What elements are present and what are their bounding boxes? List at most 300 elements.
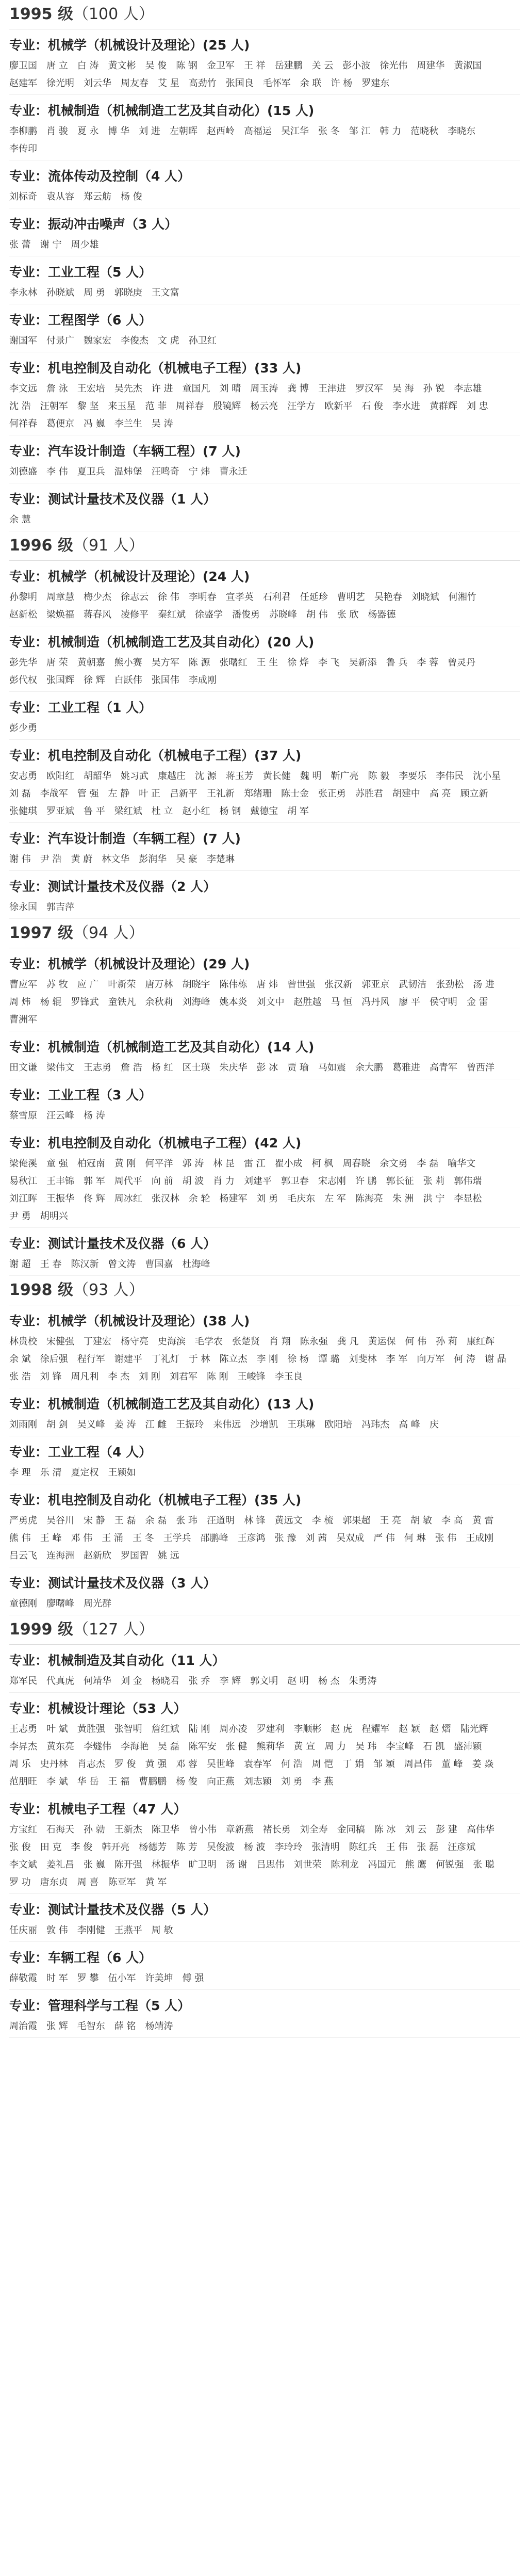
student-name: 安志勇 bbox=[9, 771, 37, 782]
student-name: 田文谦 bbox=[9, 1062, 37, 1073]
student-name: 曹应军 bbox=[9, 979, 37, 990]
student-name: 康越庄 bbox=[158, 771, 186, 782]
student-name: 关 云 bbox=[311, 60, 334, 71]
name-list bbox=[9, 1255, 520, 1276]
student-name: 郭吉萍 bbox=[46, 902, 74, 913]
student-name: 赵小红 bbox=[182, 806, 210, 817]
student-name: 严 伟 bbox=[373, 1533, 395, 1544]
student-name: 周凡利 bbox=[71, 1371, 99, 1382]
student-name: 宋志刚 bbox=[318, 1176, 346, 1187]
student-name: 易秋江 bbox=[9, 1176, 37, 1187]
student-name: 华 岳 bbox=[77, 1776, 99, 1787]
student-name: 彭润华 bbox=[139, 854, 167, 865]
student-name: 徐光伟 bbox=[380, 60, 408, 71]
student-name: 黄文彬 bbox=[108, 60, 136, 71]
major-title: 专业：机械制造（机械制造工艺及其自动化）(14 人) bbox=[9, 1040, 315, 1055]
student-name: 吴 海 bbox=[392, 383, 414, 394]
student-name: 苏晓峰 bbox=[269, 609, 297, 620]
student-name: 严勇虎 bbox=[9, 1515, 37, 1526]
student-name: 谢建平 bbox=[114, 1354, 142, 1365]
year-section bbox=[9, 0, 520, 531]
student-name: 邹 颖 bbox=[373, 1759, 395, 1770]
student-name: 马如震 bbox=[318, 1062, 346, 1073]
student-name: 罗建利 bbox=[256, 1724, 285, 1735]
student-name: 曹国嘉 bbox=[145, 1259, 173, 1270]
student-name: 李 燕 bbox=[311, 1776, 334, 1787]
student-name: 胡 军 bbox=[287, 806, 309, 817]
student-name: 陈士金 bbox=[280, 788, 309, 799]
student-name: 孙晓斌 bbox=[46, 287, 74, 298]
student-name: 杨 辊 bbox=[40, 997, 62, 1008]
student-name: 雷 江 bbox=[243, 1158, 266, 1169]
student-name: 张健琪 bbox=[9, 806, 37, 817]
student-name: 杨器德 bbox=[368, 609, 396, 620]
student-name: 詹红斌 bbox=[151, 1724, 179, 1735]
student-name: 刘文中 bbox=[256, 997, 285, 1008]
student-name: 杨 俊 bbox=[121, 191, 142, 202]
student-name: 何锐强 bbox=[436, 1859, 464, 1870]
student-name: 赵建军 bbox=[9, 78, 37, 89]
student-name: 汤 谢 bbox=[225, 1859, 248, 1870]
student-name: 张汉新 bbox=[324, 979, 353, 990]
name-list bbox=[9, 1463, 520, 1484]
student-name: 徐光明 bbox=[46, 78, 74, 89]
year-title: 1995 级 bbox=[9, 5, 73, 23]
student-name: 来伟远 bbox=[213, 1419, 241, 1430]
student-name: 王 春 bbox=[40, 1259, 62, 1270]
student-name: 周玉涛 bbox=[250, 383, 278, 394]
student-name: 顾立新 bbox=[460, 788, 488, 799]
name-list bbox=[9, 1332, 520, 1388]
student-name: 李 磊 bbox=[417, 1158, 439, 1169]
name-list bbox=[9, 122, 520, 160]
student-name: 张 玮 bbox=[176, 1515, 197, 1526]
year-heading bbox=[9, 919, 520, 948]
year-title: 1996 级 bbox=[9, 537, 73, 555]
major-title: 专业：机械设计理论（53 人） bbox=[9, 1701, 187, 1716]
major-title: 专业：测试计量技术及仪器（6 人） bbox=[9, 1236, 217, 1251]
major-title: 专业：振动冲击噪声（3 人） bbox=[9, 217, 178, 232]
student-name: 吴双成 bbox=[336, 1533, 365, 1544]
major-title: 专业：机械制造（机械制造工艺及其自动化）(13 人) bbox=[9, 1397, 315, 1412]
student-name: 廖曙峰 bbox=[46, 1598, 74, 1609]
student-name: 李 理 bbox=[9, 1467, 31, 1478]
student-name: 许 杨 bbox=[331, 78, 353, 89]
student-name: 郭伟瑞 bbox=[454, 1176, 482, 1187]
student-name: 杜 立 bbox=[151, 806, 173, 817]
student-name: 李玉良 bbox=[274, 1371, 303, 1382]
student-name: 何 伟 bbox=[405, 1336, 427, 1347]
name-list bbox=[9, 1921, 520, 1942]
student-name: 曾文涛 bbox=[108, 1259, 136, 1270]
major-title: 专业：测试计量技术及仪器（1 人） bbox=[9, 492, 217, 507]
student-name: 凌修平 bbox=[121, 609, 148, 620]
student-name: 韩 力 bbox=[380, 126, 402, 137]
student-name: 姚本炎 bbox=[219, 997, 248, 1008]
student-name: 王成刚 bbox=[466, 1533, 494, 1544]
student-name: 赵 熠 bbox=[429, 1724, 451, 1735]
student-name: 郭亚京 bbox=[361, 979, 390, 990]
student-name: 唐 荣 bbox=[46, 657, 68, 668]
year-heading bbox=[9, 0, 520, 29]
student-name: 戴德宝 bbox=[250, 806, 278, 817]
student-name: 沈 浩 bbox=[9, 401, 31, 412]
student-name: 李显松 bbox=[454, 1193, 482, 1204]
student-name: 刘 磊 bbox=[9, 788, 31, 799]
student-name: 杨 钢 bbox=[219, 806, 241, 817]
student-name: 高 亮 bbox=[429, 788, 451, 799]
student-name: 李兰生 bbox=[114, 418, 142, 429]
student-name: 王颖如 bbox=[108, 1467, 136, 1478]
student-name: 王丰锦 bbox=[46, 1176, 74, 1187]
student-name: 杨德芳 bbox=[139, 1842, 167, 1853]
student-name: 姜 焱 bbox=[472, 1759, 494, 1770]
student-name: 武韧洁 bbox=[399, 979, 427, 990]
student-name: 盛沛颖 bbox=[454, 1741, 482, 1752]
student-name: 李 飞 bbox=[318, 657, 340, 668]
student-name: 黄 刚 bbox=[114, 1158, 136, 1169]
student-name: 罗汉军 bbox=[355, 383, 383, 394]
student-name: 胡 伟 bbox=[306, 609, 328, 620]
student-name: 陈汉新 bbox=[71, 1259, 99, 1270]
student-name: 林振华 bbox=[151, 1859, 179, 1870]
name-list bbox=[9, 331, 520, 352]
student-name: 毛怀军 bbox=[262, 78, 291, 89]
student-name: 王 亮 bbox=[380, 1515, 402, 1526]
student-name: 刘江晖 bbox=[9, 1193, 37, 1204]
student-name: 李 杰 bbox=[108, 1371, 130, 1382]
student-name: 曹鹏鹏 bbox=[139, 1776, 167, 1787]
student-name: 董 峰 bbox=[441, 1759, 463, 1770]
year-count: （127 人） bbox=[73, 1621, 154, 1639]
student-name: 姚 远 bbox=[158, 1550, 179, 1561]
student-name: 冯国元 bbox=[368, 1859, 396, 1870]
student-name: 张 浩 bbox=[9, 1371, 31, 1382]
student-name: 蒋春风 bbox=[84, 609, 111, 620]
student-name: 博 华 bbox=[108, 126, 130, 137]
major-title: 专业：工业工程（5 人） bbox=[9, 265, 152, 280]
name-list bbox=[9, 462, 520, 483]
student-name: 林文华 bbox=[102, 854, 130, 865]
student-name: 汪道明 bbox=[206, 1515, 235, 1526]
student-name: 杨靖涛 bbox=[145, 2021, 173, 2032]
student-name: 白 涛 bbox=[77, 60, 99, 71]
student-name: 罗建东 bbox=[361, 78, 390, 89]
student-name: 何湘竹 bbox=[448, 592, 476, 603]
student-name: 杨云亮 bbox=[250, 401, 278, 412]
student-name: 周冰红 bbox=[114, 1193, 142, 1204]
name-list bbox=[9, 56, 520, 95]
name-list bbox=[9, 719, 520, 740]
student-name: 张 冬 bbox=[318, 126, 340, 137]
student-name: 王志勇 bbox=[84, 1062, 111, 1073]
student-name: 陈卫华 bbox=[151, 1824, 179, 1835]
student-name: 黄朝嘉 bbox=[77, 657, 105, 668]
student-name: 杨 杰 bbox=[318, 1676, 340, 1687]
student-name: 陈利龙 bbox=[331, 1859, 359, 1870]
student-name: 佟 辉 bbox=[84, 1193, 105, 1204]
student-name: 黄 雷 bbox=[472, 1515, 494, 1526]
student-name: 沈小星 bbox=[473, 771, 501, 782]
student-name: 苏胜君 bbox=[355, 788, 383, 799]
student-name: 石利君 bbox=[262, 592, 291, 603]
student-name: 刘建平 bbox=[243, 1176, 272, 1187]
student-name: 刘 忠 bbox=[466, 401, 488, 412]
student-name: 肖志杰 bbox=[77, 1759, 105, 1770]
student-name: 薛 铭 bbox=[114, 2021, 136, 2032]
student-name: 毛庆东 bbox=[287, 1193, 316, 1204]
student-name: 张 豫 bbox=[274, 1533, 296, 1544]
student-name: 王 冬 bbox=[132, 1533, 154, 1544]
year-section bbox=[9, 1615, 520, 2038]
student-name: 赵西岭 bbox=[206, 126, 235, 137]
student-name: 袁从容 bbox=[46, 191, 74, 202]
student-name: 陈红兵 bbox=[349, 1842, 377, 1853]
student-name: 张 辉 bbox=[46, 2021, 68, 2032]
student-name: 徐后强 bbox=[40, 1354, 68, 1365]
student-name: 高青军 bbox=[429, 1062, 457, 1073]
student-name: 欧阳培 bbox=[324, 1419, 353, 1430]
student-name: 魏 明 bbox=[300, 771, 322, 782]
class-roster bbox=[9, 0, 520, 2038]
student-name: 柏冠南 bbox=[77, 1158, 105, 1169]
student-name: 范朋旺 bbox=[9, 1776, 37, 1787]
student-name: 王礼新 bbox=[206, 788, 235, 799]
student-name: 肖 力 bbox=[213, 1176, 235, 1187]
student-name: 刘 锋 bbox=[40, 1371, 62, 1382]
student-name: 何靖华 bbox=[84, 1676, 111, 1687]
student-name: 王 福 bbox=[108, 1776, 130, 1787]
student-name: 郭卫春 bbox=[280, 1176, 309, 1187]
student-name: 高福运 bbox=[243, 126, 272, 137]
student-name: 宋健强 bbox=[46, 1336, 74, 1347]
student-name: 汤 进 bbox=[473, 979, 494, 990]
student-name: 童德刚 bbox=[9, 1598, 37, 1609]
student-name: 邹 江 bbox=[349, 126, 371, 137]
student-name: 张劲松 bbox=[436, 979, 464, 990]
student-name: 周亦凌 bbox=[219, 1724, 248, 1735]
student-name: 胡 波 bbox=[182, 1176, 204, 1187]
year-section bbox=[9, 531, 520, 919]
student-name: 方宝红 bbox=[9, 1824, 37, 1835]
student-name: 侯守明 bbox=[429, 997, 457, 1008]
student-name: 褚长勇 bbox=[262, 1824, 291, 1835]
student-name: 陈永强 bbox=[300, 1336, 328, 1347]
student-name: 代真虎 bbox=[46, 1676, 74, 1687]
student-name: 汪朝军 bbox=[40, 401, 68, 412]
name-list bbox=[9, 2017, 520, 2038]
student-name: 张正勇 bbox=[318, 788, 346, 799]
student-name: 伍小军 bbox=[108, 1973, 136, 1984]
year-count: （91 人） bbox=[73, 537, 144, 555]
student-name: 丁礼灯 bbox=[151, 1354, 179, 1365]
student-name: 李文远 bbox=[9, 383, 37, 394]
major-title: 专业：机电控制及自动化（机械电子工程）(42 人) bbox=[9, 1136, 302, 1151]
student-name: 孙 锐 bbox=[423, 383, 445, 394]
major-title: 专业：工业工程（3 人） bbox=[9, 1088, 152, 1103]
student-name: 冯玮杰 bbox=[361, 1419, 390, 1430]
student-name: 左 静 bbox=[108, 788, 130, 799]
student-name: 田 克 bbox=[40, 1842, 62, 1853]
student-name: 吴 俊 bbox=[145, 60, 167, 71]
student-name: 汪学方 bbox=[287, 401, 316, 412]
student-name: 瞿小成 bbox=[274, 1158, 303, 1169]
student-name: 李永林 bbox=[9, 287, 37, 298]
student-name: 杜海峰 bbox=[182, 1259, 210, 1270]
student-name: 高劲竹 bbox=[188, 78, 217, 89]
student-name: 吴 豪 bbox=[176, 854, 197, 865]
name-list bbox=[9, 1058, 520, 1079]
student-name: 罗 攀 bbox=[77, 1973, 99, 1984]
student-name: 宣孝英 bbox=[225, 592, 254, 603]
student-name: 刘全寿 bbox=[300, 1824, 328, 1835]
student-name: 吕思伟 bbox=[256, 1859, 285, 1870]
year-count: （100 人） bbox=[73, 5, 154, 23]
student-name: 陈海亮 bbox=[355, 1193, 383, 1204]
student-name: 刘 进 bbox=[139, 126, 160, 137]
student-name: 李要乐 bbox=[399, 771, 427, 782]
year-section bbox=[9, 919, 520, 1276]
student-name: 吴义峰 bbox=[77, 1419, 105, 1430]
student-name: 周 力 bbox=[324, 1741, 346, 1752]
year-title: 1998 级 bbox=[9, 1281, 73, 1299]
name-list bbox=[9, 850, 520, 871]
student-name: 杨 涛 bbox=[84, 1110, 105, 1121]
student-name: 刘 刚 bbox=[139, 1371, 160, 1382]
student-name: 张 聪 bbox=[473, 1859, 494, 1870]
student-name: 冯丹风 bbox=[361, 997, 390, 1008]
student-name: 向万军 bbox=[417, 1354, 445, 1365]
student-name: 左 军 bbox=[324, 1193, 346, 1204]
major-title: 专业：机械学（机械设计及理论）(25 人) bbox=[9, 38, 250, 53]
student-name: 杨 俊 bbox=[176, 1776, 197, 1787]
student-name: 王新杰 bbox=[114, 1824, 142, 1835]
student-name: 梁焕福 bbox=[46, 609, 74, 620]
student-name: 范晓秋 bbox=[410, 126, 439, 137]
student-name: 张 健 bbox=[225, 1741, 248, 1752]
student-name: 吴 玮 bbox=[355, 1741, 377, 1752]
student-name: 温炜堡 bbox=[114, 466, 142, 477]
student-name: 刘 金 bbox=[121, 1676, 142, 1687]
student-name: 周建华 bbox=[417, 60, 445, 71]
student-name: 余 慧 bbox=[9, 514, 31, 525]
major-title: 专业：机械制造及其自动化（11 人） bbox=[9, 1653, 225, 1668]
student-name: 汪彦斌 bbox=[448, 1842, 476, 1853]
major-title: 专业：汽车设计制造（车辆工程）(7 人) bbox=[9, 831, 241, 846]
student-name: 罗锋武 bbox=[71, 997, 99, 1008]
student-name: 张曙红 bbox=[219, 657, 248, 668]
student-name: 杨 波 bbox=[243, 1842, 266, 1853]
student-name: 李宝峰 bbox=[386, 1741, 414, 1752]
student-name: 彭少勇 bbox=[9, 723, 37, 734]
student-name: 谢 伟 bbox=[9, 854, 31, 865]
student-name: 陈伟栋 bbox=[219, 979, 248, 990]
student-name: 向正燕 bbox=[206, 1776, 235, 1787]
student-name: 黄 军 bbox=[145, 1877, 167, 1888]
student-name: 周友春 bbox=[121, 78, 148, 89]
student-name: 刘云华 bbox=[84, 78, 111, 89]
student-name: 周 炜 bbox=[9, 997, 31, 1008]
student-name: 王 涌 bbox=[102, 1533, 123, 1544]
student-name: 余大鹏 bbox=[355, 1062, 383, 1073]
major-title: 专业：机械电子工程（47 人） bbox=[9, 1802, 187, 1817]
student-name: 詹 泳 bbox=[46, 383, 68, 394]
student-name: 韩开亮 bbox=[102, 1842, 130, 1853]
student-name: 周 恺 bbox=[311, 1759, 334, 1770]
student-name: 陈立杰 bbox=[219, 1354, 248, 1365]
student-name: 杨 红 bbox=[151, 1062, 173, 1073]
student-name: 张 巍 bbox=[84, 1859, 105, 1870]
student-name: 何祥春 bbox=[9, 418, 37, 429]
name-list bbox=[9, 1672, 520, 1693]
student-name: 李 斌 bbox=[46, 1776, 68, 1787]
major-title: 专业：机械制造（机械制造工艺及其自动化）(20 人) bbox=[9, 635, 315, 650]
student-name: 何 琳 bbox=[404, 1533, 426, 1544]
student-name: 冯 巍 bbox=[84, 418, 105, 429]
year-count: （93 人） bbox=[73, 1281, 144, 1299]
student-name: 李俊杰 bbox=[121, 335, 148, 346]
student-name: 郭文明 bbox=[250, 1676, 278, 1687]
student-name: 谢 超 bbox=[9, 1259, 31, 1270]
student-name: 吴 涛 bbox=[151, 418, 173, 429]
student-name: 喻华文 bbox=[448, 1158, 476, 1169]
student-name: 潘俊勇 bbox=[232, 609, 260, 620]
student-name: 尹 浩 bbox=[40, 854, 62, 865]
student-name: 艾 星 bbox=[158, 78, 179, 89]
student-name: 李海艳 bbox=[121, 1741, 148, 1752]
student-name: 吴先杰 bbox=[114, 383, 142, 394]
student-name: 谢 晶 bbox=[485, 1354, 506, 1365]
year-count: （94 人） bbox=[73, 924, 144, 942]
student-name: 熊莉华 bbox=[256, 1741, 285, 1752]
student-name: 郭果超 bbox=[342, 1515, 371, 1526]
student-name: 白跃伟 bbox=[114, 675, 142, 686]
student-name: 黄东亮 bbox=[46, 1741, 74, 1752]
student-name: 石 凯 bbox=[423, 1741, 445, 1752]
student-name: 王学兵 bbox=[163, 1533, 191, 1544]
student-name: 胡韶华 bbox=[84, 771, 111, 782]
student-name: 孙 莉 bbox=[436, 1336, 457, 1347]
student-name: 高伟华 bbox=[466, 1824, 494, 1835]
student-name: 刘晓斌 bbox=[411, 592, 439, 603]
student-name: 曾灵丹 bbox=[448, 657, 476, 668]
student-name: 姚习武 bbox=[121, 771, 148, 782]
student-name: 胡晓宇 bbox=[182, 979, 210, 990]
student-name: 郭 涛 bbox=[182, 1158, 204, 1169]
student-name: 梅少杰 bbox=[84, 592, 111, 603]
student-name: 徐 杨 bbox=[287, 1354, 309, 1365]
student-name: 吕云飞 bbox=[9, 1550, 37, 1561]
student-name: 熊 鹰 bbox=[405, 1859, 427, 1870]
name-list bbox=[9, 235, 520, 256]
student-name: 周 敏 bbox=[151, 1925, 173, 1936]
student-name: 庆 bbox=[429, 1419, 439, 1430]
name-list bbox=[9, 283, 520, 304]
student-name: 石 俊 bbox=[361, 401, 383, 412]
student-name: 郑绪珊 bbox=[243, 788, 272, 799]
student-name: 吴谷川 bbox=[46, 1515, 74, 1526]
student-name: 敦 伟 bbox=[46, 1925, 68, 1936]
student-name: 康红辉 bbox=[466, 1336, 494, 1347]
student-name: 何平洋 bbox=[145, 1158, 173, 1169]
student-name: 夏卫兵 bbox=[77, 466, 105, 477]
student-name: 曹洲军 bbox=[9, 1014, 37, 1025]
student-name: 王志勇 bbox=[9, 1724, 37, 1735]
student-name: 熊 伟 bbox=[9, 1533, 31, 1544]
student-name: 曾世强 bbox=[287, 979, 316, 990]
student-name: 刘 勇 bbox=[280, 1776, 303, 1787]
student-name: 周 勇 bbox=[84, 287, 105, 298]
